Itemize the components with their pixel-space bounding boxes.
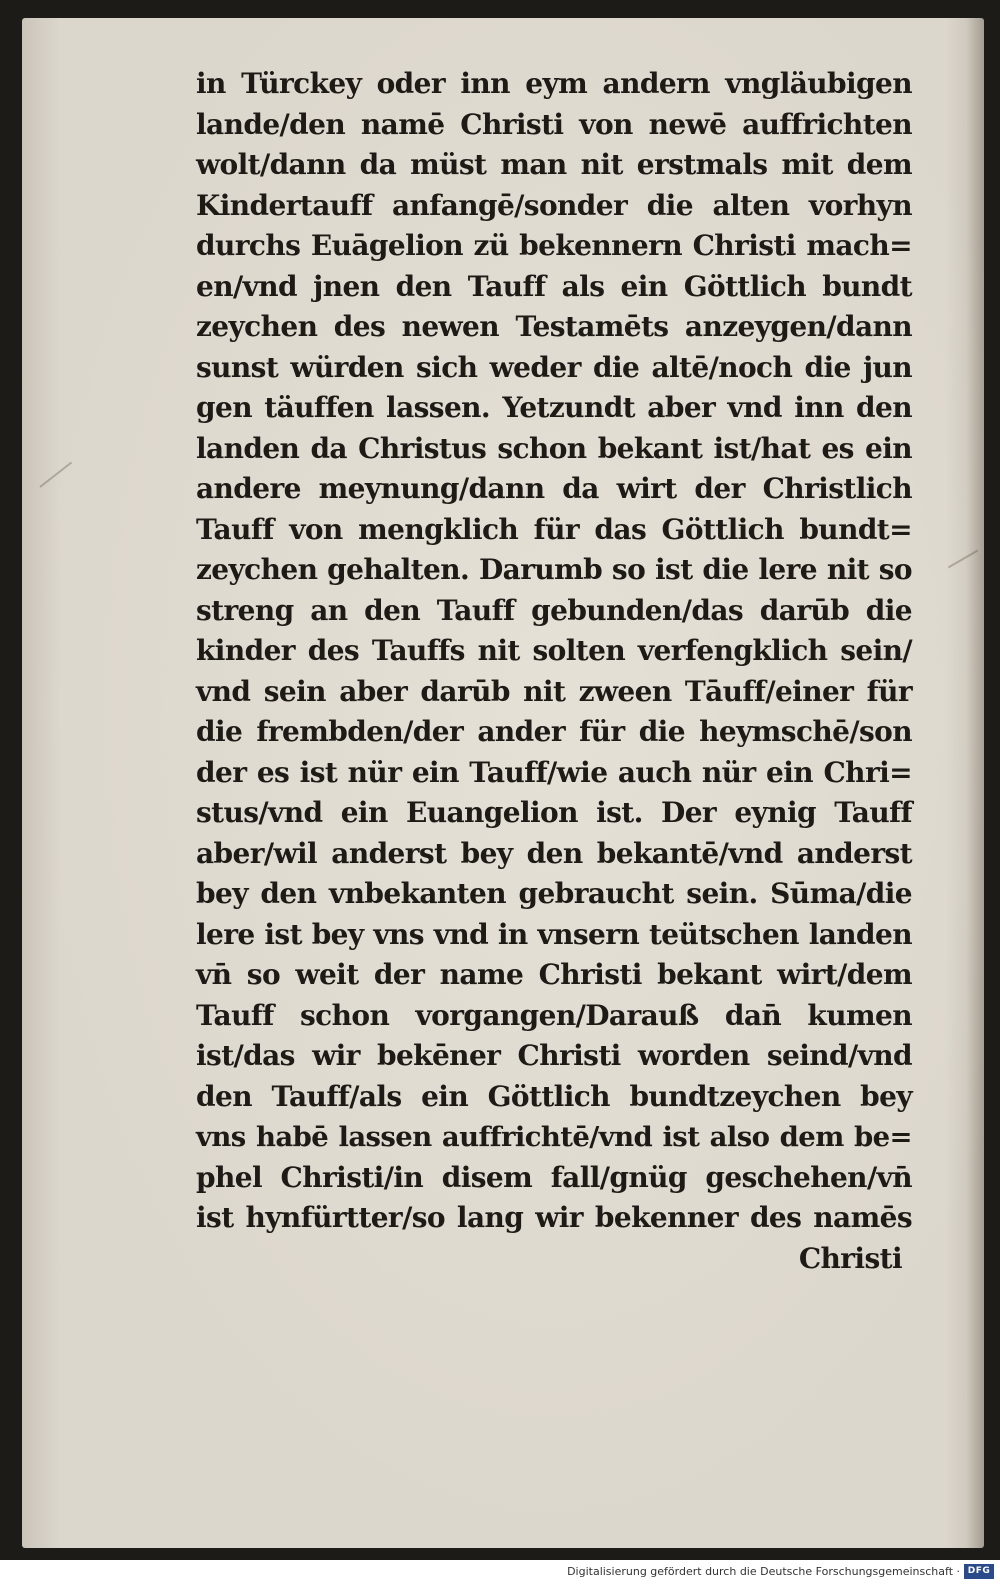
text-line: en/vnd jnen den Tauff als ein Göttlich bundt: [196, 269, 912, 303]
text-line: Tauff von mengklich für das Göttlich bundt=: [196, 512, 912, 546]
text-line: ist hynfürtter/so lang wir bekenner des namēs: [196, 1201, 912, 1234]
text-line: aber/wil anderst bey den bekantē/vnd anderst: [196, 836, 912, 870]
text-line: durchs Euāgelion zü bekennern Christi mach=: [196, 229, 912, 262]
text-line: den Tauff/als ein Göttlich bundtzeychen bey: [196, 1079, 912, 1113]
text-line: kinder des Tauffs nit solten verfengklich sein/: [196, 634, 912, 667]
text-line: in Türckey oder inn eym andern vngläubigen: [196, 67, 912, 100]
text-line: vn̄ so weit der name Christi bekant wirt/dem: [196, 958, 912, 991]
text-line: gen täuffen lassen. Yetzundt aber vnd inn den: [196, 391, 912, 424]
text-line: lere ist bey vns vnd in vnsern teütschen landen: [196, 917, 912, 951]
text-line: der es ist nür ein Tauff/wie auch nür ein Chri=: [196, 755, 912, 789]
page-crease-mark: [39, 462, 72, 488]
page-edge-shadow: [966, 18, 984, 1548]
text-line: Tauff schon vorgangen/Darauß dan̄ kumen: [196, 998, 912, 1032]
text-line: landen da Christus schon bekant ist/hat es ein: [196, 431, 912, 465]
text-line: stus/vnd ein Euangelion ist. Der eynig Tauff: [196, 796, 912, 829]
text-line: Kindertauff anfangē/sonder die alten vorhyn: [196, 188, 912, 222]
footer-bar: [0, 1560, 1000, 1586]
text-line: bey den vnbekanten gebraucht sein. Sūma/die: [196, 877, 912, 910]
text-line: vnd sein aber darūb nit zween Tāuff/einer für: [196, 674, 912, 708]
text-block: [196, 64, 912, 1279]
text-line: streng an den Tauff gebunden/das darūb die: [196, 593, 912, 627]
text-line: wolt/dann da müst man nit erstmals mit dem: [196, 148, 912, 181]
catchword: Christi: [798, 1241, 902, 1275]
text-line: vns habē lassen auffrichtē/vnd ist also dem be=: [196, 1121, 912, 1153]
text-line: ist/das wir bekēner Christi worden seind/vnd: [196, 1039, 912, 1072]
dfg-logo: DFG: [964, 1564, 994, 1579]
footer-credit: Digitalisierung gefördert durch die Deutsche Forschungsgemeinschaft ·: [567, 1565, 960, 1578]
text-line: phel Christi/in disem fall/gnüg geschehen/vn̄: [196, 1160, 912, 1194]
text-line: lande/den namē Christi von newē auffrichten: [196, 107, 912, 141]
text-line: zeychen des newen Testamēts anzeygen/dann: [196, 310, 912, 343]
text-line: zeychen gehalten. Darumb so ist die lere nit so: [196, 553, 912, 586]
text-line: andere meynung/dann da wirt der Christlich: [196, 472, 912, 505]
text-line: sunst würden sich weder die altē/noch die jun: [196, 350, 912, 384]
text-line: die frembden/der ander für die heymschē/son: [196, 715, 912, 748]
